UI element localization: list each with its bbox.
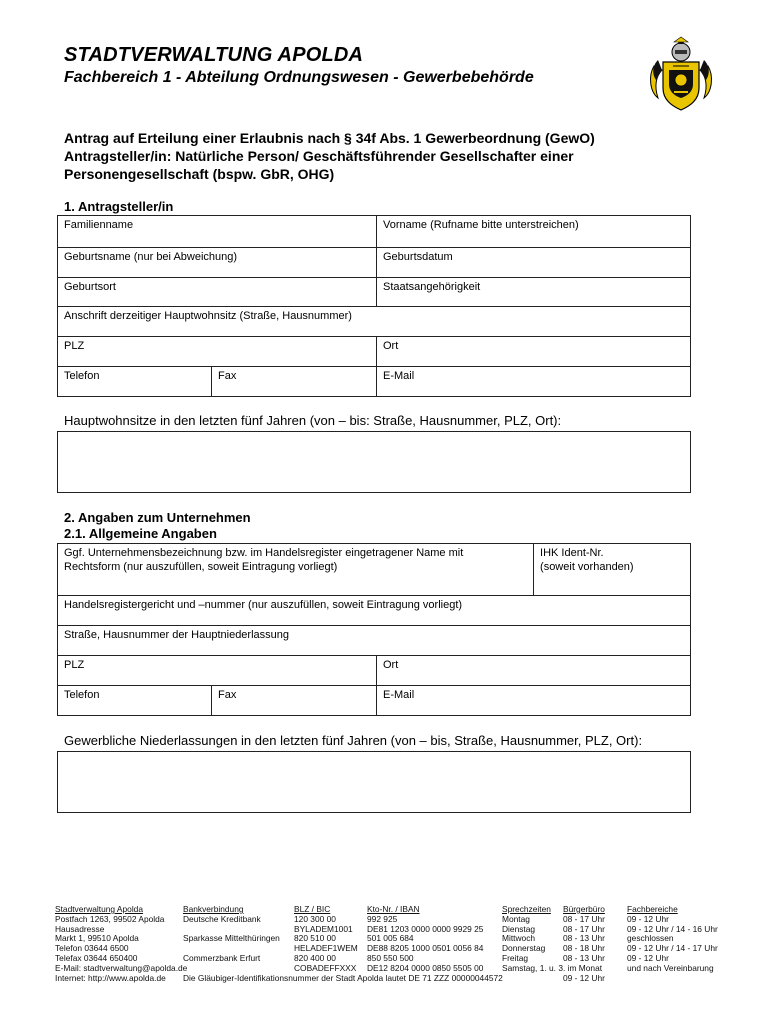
footer-blz-1: 120 300 00 [294,913,336,924]
residence-history-box[interactable] [57,431,691,493]
footer-day-5: Freitag [502,952,529,963]
company-name-line2: Rechtsform (nur auszufüllen, soweit Eintragung vorliegt) [64,561,338,573]
geburtsort-field[interactable]: Geburtsort [58,278,377,307]
fax-field[interactable]: Fax [212,367,377,397]
geburtsdatum-field[interactable]: Geburtsdatum [377,248,691,278]
footer-fb-1: 09 - 12 Uhr [627,913,669,924]
company-telefon-field[interactable]: Telefon [58,686,212,716]
footer-address [55,905,187,983]
footer-glaeubiger-id: Die Gläubiger-Identifikationsnummer der Stadt Apolda lautet DE 71 ZZZ 00000044572 [183,972,503,983]
company-name-line1: Ggf. Unternehmensbezeichnung bzw. im Handelsregister eingetragener Name mit [64,547,464,559]
footer-fb-2: 09 - 12 Uhr / 14 - 16 Uhr [627,923,718,934]
footer-telefax: Telefax 03644 650400 [55,952,138,963]
footer-bb-5: 08 - 13 Uhr [563,952,605,963]
footer-buergerbuero [563,905,605,983]
form-title-line3: Personengesellschaft (bspw. GbR, OHG) [64,166,335,182]
footer-bank-2: Sparkasse Mittelthüringen [183,933,280,944]
footer-bank-3: Commerzbank Erfurt [183,952,261,963]
form-title-line1: Antrag auf Erteilung einer Erlaubnis nach § 34f Abs. 1 Gewerbeordnung (GewO) [64,130,595,146]
footer-fachbereiche-heading: Fachbereiche [627,904,678,914]
footer-iban-3: DE12 8204 0000 0850 5505 00 [367,962,484,973]
applicant-table [57,215,691,397]
company-email-field[interactable]: E-Mail [377,686,691,716]
footer-day-6: Samstag, 1. u. 3. im Monat [502,962,603,973]
familienname-field[interactable]: Familienname [58,216,377,248]
footer-bb-1: 08 - 17 Uhr [563,913,605,924]
company-ort-field[interactable]: Ort [377,656,691,686]
footer-fb-5: 09 - 12 Uhr [627,952,669,963]
form-title [64,129,684,183]
footer-kto-2: 501 005 684 [367,933,414,944]
company-fax-field[interactable]: Fax [212,686,377,716]
org-title: STADTVERWALTUNG APOLDA [64,44,364,66]
footer-banks-heading: Bankverbindung [183,904,244,914]
section2-heading: 2. Angaben zum Unternehmen [64,510,251,525]
footer-iban-heading: Kto-Nr. / IBAN [367,904,420,914]
ihk-line2: (soweit vorhanden) [540,561,634,573]
plz-field[interactable]: PLZ [58,337,377,367]
footer-buergerbuero-heading: Bürgerbüro [563,904,605,914]
footer-day-1: Montag [502,913,530,924]
handelsregister-field[interactable]: Handelsregistergericht und –nummer (nur auszufüllen, soweit Eintragung vorliegt) [58,596,691,626]
hauptniederlassung-field[interactable]: Straße, Hausnummer der Hauptniederlassung [58,626,691,656]
section2-subheading: 2.1. Allgemeine Angaben [64,526,217,541]
company-name-field[interactable] [58,544,534,596]
footer-day-4: Donnerstag [502,943,546,954]
ort-field[interactable]: Ort [377,337,691,367]
footer-blz [294,905,358,974]
footer-iban-2: DE88 8205 1000 0501 0056 84 [367,943,484,954]
footer-bic-3: COBADEFFXXX [294,962,357,973]
footer-bb-7: 09 - 12 Uhr [563,972,605,983]
footer-bb-3: 08 - 13 Uhr [563,933,605,944]
residence-history-label: Hauptwohnsitze in den letzten fünf Jahren (von – bis: Straße, Hausnummer, PLZ, Ort): [64,413,562,428]
footer-blz-3: 820 400 00 [294,952,336,963]
footer-bb-4: 08 - 18 Uhr [563,943,605,954]
footer-day-3: Mittwoch [502,933,536,944]
branch-history-label: Gewerbliche Niederlassungen in den letzten fünf Jahren (von – bis, Straße, Hausnummer, PLZ, Ort): [64,733,643,748]
footer-fachbereiche [627,905,718,974]
footer-iban [367,905,483,974]
section1-heading: 1. Antragsteller/in [64,199,174,214]
footer-hausadresse: Hausadresse [55,923,105,934]
anschrift-field[interactable]: Anschrift derzeitiger Hauptwohnsitz (Straße, Hausnummer) [58,307,691,337]
ihk-line1: IHK Ident-Nr. [540,547,604,559]
footer-telefon: Telefon 03644 6500 [55,943,129,954]
vorname-field[interactable]: Vorname (Rufname bitte unterstreichen) [377,216,691,248]
footer-bb-2: 08 - 17 Uhr [563,923,605,934]
footer-bank-1: Deutsche Kreditbank [183,913,261,924]
company-plz-field[interactable]: PLZ [58,656,377,686]
telefon-field[interactable]: Telefon [58,367,212,397]
footer-bic-1: BYLADEM1001 [294,923,353,934]
staatsangehoerigkeit-field[interactable]: Staatsangehörigkeit [377,278,691,307]
footer-banks [183,905,280,964]
form-title-line2: Antragsteller/in: Natürliche Person/ Geschäftsführender Gesellschafter einer [64,148,574,164]
footer-markt: Markt 1, 99510 Apolda [55,933,139,944]
ihk-ident-field[interactable] [534,544,691,596]
coat-of-arms-icon [646,36,716,112]
footer-address-heading: Stadtverwaltung Apolda [55,904,143,914]
footer-postfach: Postfach 1263, 99502 Apolda [55,913,165,924]
footer-iban-1: DE81 1203 0000 0000 9929 25 [367,923,484,934]
footer-email[interactable]: E-Mail: stadtverwaltung@apolda.de [55,962,188,973]
geburtsname-field[interactable]: Geburtsname (nur bei Abweichung) [58,248,377,278]
footer-blz-heading: BLZ / BIC [294,904,331,914]
footer-fb-3: geschlossen [627,933,674,944]
footer-kto-3: 850 550 500 [367,952,414,963]
department-title: Fachbereich 1 - Abteilung Ordnungswesen - Gewerbebehörde [64,69,534,86]
company-table [57,543,691,716]
footer-bic-2: HELADEF1WEM [294,943,358,954]
email-field[interactable]: E-Mail [377,367,691,397]
footer-kto-1: 992 925 [367,913,398,924]
footer-blz-2: 820 510 00 [294,933,336,944]
branch-history-box[interactable] [57,751,691,813]
footer-day-2: Dienstag [502,923,536,934]
footer-fb-4: 09 - 12 Uhr / 14 - 17 Uhr [627,943,718,954]
footer-internet[interactable]: Internet: http://www.apolda.de [55,972,166,983]
footer-fb-6: und nach Vereinbarung [627,962,714,973]
footer-sprechzeiten-heading: Sprechzeiten [502,904,551,914]
